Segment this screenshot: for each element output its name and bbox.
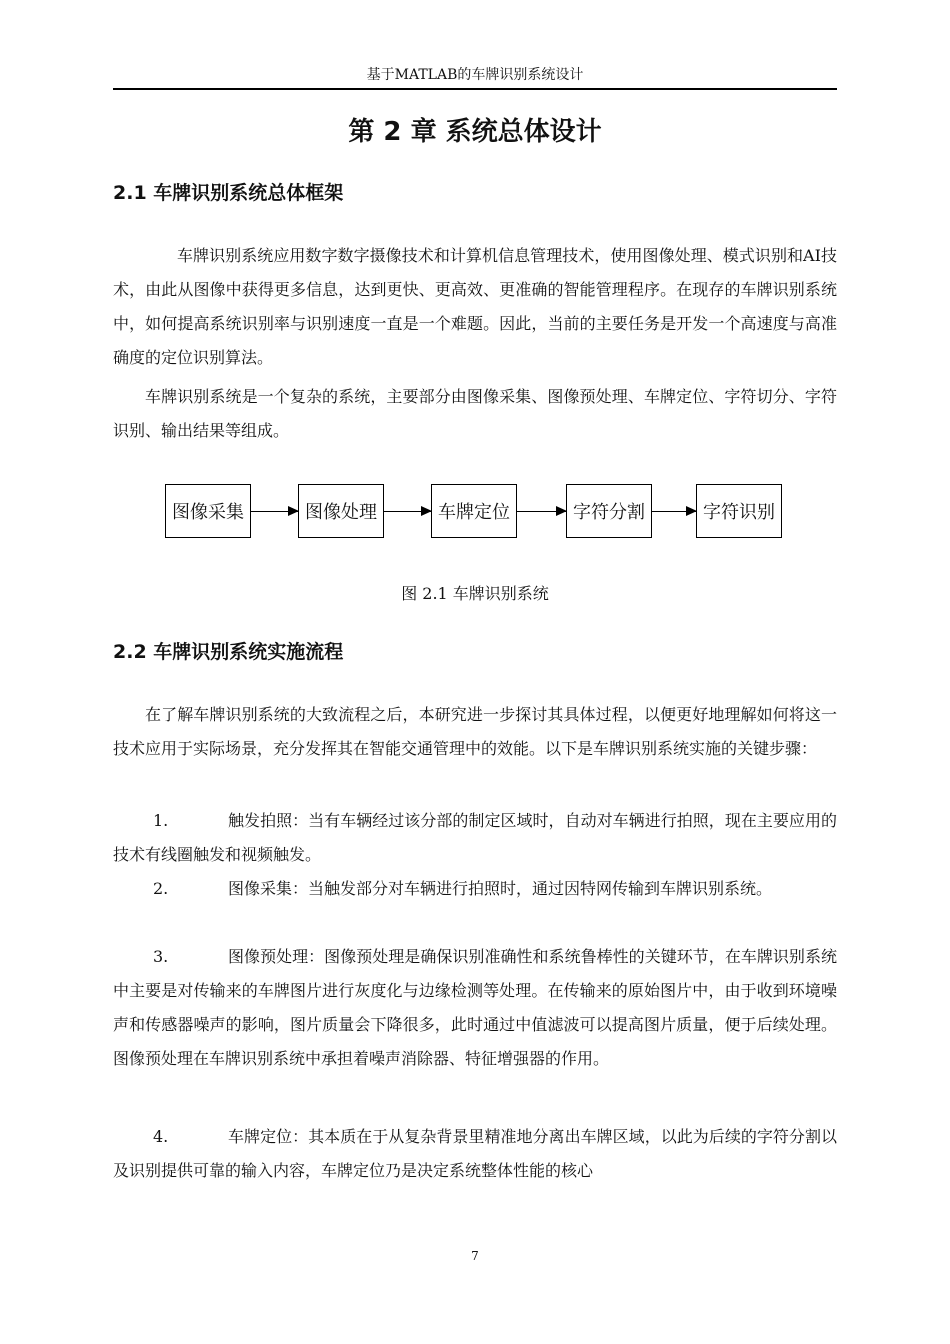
flow-step-image-processing: 图像处理 <box>298 484 384 538</box>
list-item-trigger <box>113 804 837 872</box>
list-item-preprocessing <box>113 940 837 1076</box>
list-item-number: 1. <box>153 811 169 830</box>
header-rule <box>113 88 837 90</box>
list-item-text: 图像预处理：图像预处理是确保识别准确性和系统鲁棒性的关键环节，在车牌识别系统中主要是对传输来的车牌图片进行灰度化与边缘检测等处理。在传输来的原始图片中，由于收到环境噪声和传感器噪声的影响，图片质量会下降很多，此时通过中值滤波可以提高图片质量，便于后续处理。图像预处理在车牌识别系统中承担着噪声消除器、特征增强器的作用。 <box>113 947 837 1068</box>
section-title-2-2: 2.2 车牌识别系统实施流程 <box>113 641 344 663</box>
flow-step-image-capture: 图像采集 <box>165 484 251 538</box>
flow-arrow-3 <box>517 511 566 512</box>
chapter-title: 第 2 章 系统总体设计 <box>348 117 602 147</box>
list-item-capture <box>113 872 837 906</box>
flow-arrow-2 <box>384 511 431 512</box>
section-title-2-1: 2.1 车牌识别系统总体框架 <box>113 182 344 204</box>
list-item-text: 触发拍照：当有车辆经过该分部的制定区域时，自动对车辆进行拍照，现在主要应用的技术有线圈触发和视频触发。 <box>113 811 837 864</box>
flow-step-char-segmentation: 字符分割 <box>566 484 652 538</box>
running-header: 基于MATLAB的车牌识别系统设计 <box>366 67 584 83</box>
figure-caption: 图 2.1 车牌识别系统 <box>401 584 549 603</box>
flow-arrow-4 <box>652 511 696 512</box>
paragraph-process-intro: 在了解车牌识别系统的大致流程之后，本研究进一步探讨其具体过程，以便更好地理解如何将这一技术应用于实际场景，充分发挥其在智能交通管理中的效能。以下是车牌识别系统实施的关键步骤： <box>113 705 837 758</box>
list-item-number: 3. <box>153 947 169 966</box>
paragraph-framework-intro: 车牌识别系统应用数字数字摄像技术和计算机信息管理技术，使用图像处理、模式识别和AI技术，由此从图像中获得更多信息，达到更快、更高效、更准确的智能管理程序。在现存的车牌识别系统中，如何提高系统识别率与识别速度一直是一个难题。因此，当前的主要任务是开发一个高速度与高准确度的定位识别算法。 <box>113 246 837 367</box>
page-number: 7 <box>471 1249 479 1263</box>
flow-step-char-recognition: 字符识别 <box>696 484 782 538</box>
list-item-plate-location <box>113 1120 837 1188</box>
paragraph-system-components: 车牌识别系统是一个复杂的系统，主要部分由图像采集、图像预处理、车牌定位、字符切分、字符识别、输出结果等组成。 <box>113 387 837 440</box>
flow-diagram <box>0 484 950 544</box>
list-item-text: 图像采集：当触发部分对车辆进行拍照时，通过因特网传输到车牌识别系统。 <box>228 879 773 898</box>
list-item-number: 2. <box>153 879 169 898</box>
list-item-text: 车牌定位：其本质在于从复杂背景里精准地分离出车牌区域，以此为后续的字符分割以及识别提供可靠的输入内容，车牌定位乃是决定系统整体性能的核心 <box>113 1127 837 1180</box>
flow-arrow-1 <box>251 511 298 512</box>
flow-step-plate-location: 车牌定位 <box>431 484 517 538</box>
list-item-number: 4. <box>153 1127 169 1146</box>
